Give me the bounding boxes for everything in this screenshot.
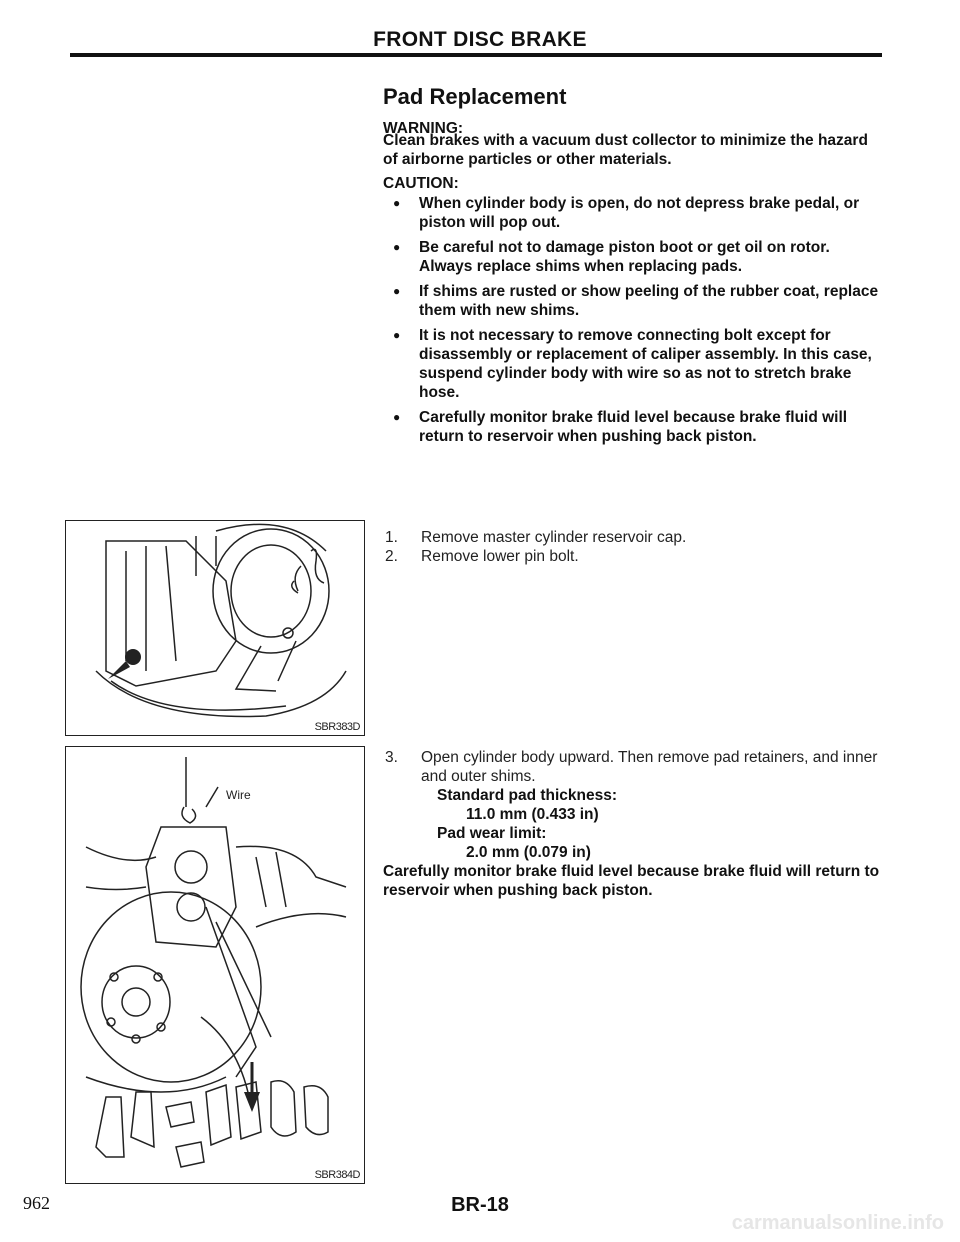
caution-item bbox=[383, 282, 883, 320]
figure-cylinder-wire bbox=[65, 746, 365, 1184]
caution-item-text: Be careful not to damage piston boot or get oil on rotor. Always replace shims when replacing pads. bbox=[419, 239, 830, 275]
standard-pad-thickness-label: Standard pad thickness: bbox=[437, 787, 618, 804]
pad-wear-limit-value: 2.0 mm (0.079 in) bbox=[466, 844, 591, 861]
caution-item bbox=[383, 408, 883, 446]
step-text: Open cylinder body upward. Then remove pad retainers, and inner and outer shims. bbox=[421, 749, 878, 785]
step-row bbox=[383, 748, 883, 786]
caution-label: CAUTION: bbox=[383, 175, 459, 192]
caution-item bbox=[383, 238, 883, 276]
steps-group-2 bbox=[383, 748, 883, 900]
bullet-icon: ● bbox=[393, 328, 401, 342]
warning-label: WARNING: bbox=[383, 120, 464, 137]
standard-pad-thickness-value: 11.0 mm (0.433 in) bbox=[466, 806, 599, 823]
section-title: Pad Replacement bbox=[383, 84, 567, 109]
page-number: 962 bbox=[23, 1193, 50, 1213]
bullet-icon: ● bbox=[393, 284, 401, 298]
caution-item-text: When cylinder body is open, do not depress brake pedal, or piston will pop out. bbox=[419, 195, 860, 231]
caution-item-text: If shims are rusted or show peeling of the rubber coat, replace them with new shims. bbox=[419, 283, 879, 319]
watermark: carmanualsonline.info bbox=[731, 1212, 944, 1234]
step-text: Remove lower pin bolt. bbox=[421, 548, 579, 565]
step-number: 3. bbox=[385, 749, 398, 766]
figure-caliper-pin-bolt bbox=[65, 520, 365, 736]
caution-list bbox=[383, 194, 883, 452]
caution-item bbox=[383, 326, 883, 402]
step-text: Remove master cylinder reservoir cap. bbox=[421, 529, 687, 546]
fluid-level-note: Carefully monitor brake fluid level because brake fluid will return to reservoir when pushing back piston. bbox=[383, 863, 880, 899]
page-code: BR-18 bbox=[451, 1194, 509, 1216]
figure-code: SBR383D bbox=[314, 721, 360, 733]
cylinder-body-illustration bbox=[66, 747, 364, 1183]
caution-item-text: It is not necessary to remove connecting bolt except for disassembly or replacement of caliper assembly. In this case, suspend cylinder body with wire so as not to stretch brake hose. bbox=[419, 327, 872, 401]
step-number: 2. bbox=[385, 548, 398, 565]
figure-code: SBR384D bbox=[314, 1169, 360, 1181]
wire-label: Wire bbox=[226, 788, 251, 802]
step-number: 1. bbox=[385, 529, 398, 546]
caution-item bbox=[383, 194, 883, 232]
caution-item-text: Carefully monitor brake fluid level because brake fluid will return to reservoir when pushing back piston. bbox=[419, 409, 848, 445]
caliper-illustration bbox=[66, 521, 364, 735]
steps-group-1 bbox=[383, 528, 883, 566]
header-rule bbox=[70, 53, 882, 57]
bullet-icon: ● bbox=[393, 240, 401, 254]
bullet-icon: ● bbox=[393, 196, 401, 210]
step-row bbox=[383, 528, 883, 547]
warning-text: Clean brakes with a vacuum dust collector to minimize the hazard of airborne particles or other materials. bbox=[383, 132, 868, 168]
bullet-icon: ● bbox=[393, 410, 401, 424]
step-row bbox=[383, 547, 883, 566]
pad-wear-limit-label: Pad wear limit: bbox=[437, 825, 547, 842]
page-header-title: FRONT DISC BRAKE bbox=[373, 28, 587, 51]
